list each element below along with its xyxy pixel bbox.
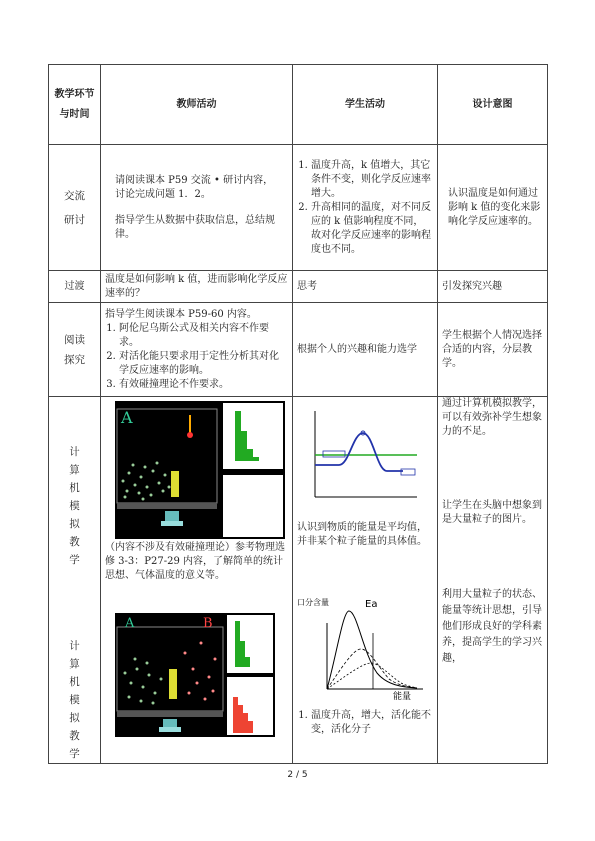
- page-number: 2 / 5: [287, 770, 308, 780]
- header-teacher: 教师活动: [101, 65, 293, 145]
- graph-y-label: 口分含量: [297, 598, 329, 607]
- teacher-exchange-p3: 指导学生从数据中获取信息，总结规律。: [115, 214, 275, 240]
- reaction-energy-diagram: [297, 405, 431, 509]
- teacher-sim-caption: （内容不涉及有效碰撞理论）参考物理选修 3-3：P27-29 内容，了解简单的统计思想、气体温度的意义等。: [105, 542, 285, 581]
- teacher-reading: [101, 303, 293, 397]
- simulation-screenshot-1: [115, 401, 288, 539]
- teacher-reading-item-2: 2. 对活化能只要求用于定性分析其对化学反应速率的影响。: [119, 350, 288, 378]
- teacher-reading-item-3: 3. 有效碰撞理论不作要求。: [119, 378, 288, 392]
- teacher-transition: 温度是如何影响 k 值，进而影响化学反应速率的？: [101, 271, 293, 303]
- teacher-exchange-p2: 讨论完成问题 1．2。: [115, 188, 211, 200]
- particle-simulation-1: [115, 401, 285, 539]
- student-transition: 思考: [293, 271, 438, 303]
- student-exchange: [293, 145, 438, 271]
- intent-reading: 学生根据个人情况选择合适的内容，分层教学。: [438, 303, 548, 397]
- stage-reading: 阅读探究: [49, 303, 101, 397]
- student-sim-text: 认识到物质的能量是平均值，并非某个粒子能量的具体值。: [297, 522, 427, 547]
- teacher-exchange-p1: 请阅读课本 P59 交流 • 研讨内容，: [115, 174, 274, 186]
- student-exchange-item-2: 2. 升高相同的温度，对不同反应的 k 值影响程度不同，故对化学反应速率的影响程度也不同。: [311, 201, 433, 257]
- intent-sim-b: 让学生在头脑中想象到是大量粒子的图片。: [442, 500, 542, 525]
- student-exchange-item-1: 1. 温度升高，k 值增大，其它条件不变，则化学反应速率增大。: [311, 159, 433, 201]
- sim1-label-a: A: [121, 408, 133, 427]
- intent-sim-a: 通过计算机模拟教学，可以有效弥补学生想象力的不足。: [442, 398, 542, 437]
- row-exchange: [49, 145, 548, 271]
- maxwell-distribution-diagram: [297, 593, 427, 701]
- intent-simulation: [438, 397, 548, 764]
- student-sim2-item-1: 1. 温度升高，增大，活化能不变，活化分子: [311, 709, 433, 737]
- particle-simulation-2: [115, 613, 275, 737]
- energy-distribution-graph: [297, 593, 433, 705]
- intent-sim2: 利用大量粒子的状态、能量等统计思想，引导他们形成良好的学科素养，提高学生的学习兴趣，: [442, 589, 542, 664]
- stage-exchange: 交流研讨: [49, 145, 101, 271]
- energy-profile-graph: [297, 405, 433, 515]
- intent-exchange: 认识温度是如何通过影响 k 值的变化来影响化学反应速率的。: [438, 145, 548, 271]
- teacher-exchange: [101, 145, 293, 271]
- stage-simulation: [49, 397, 101, 764]
- teacher-reading-item-1: 1. 阿伦尼乌斯公式及相关内容不作要求。: [119, 322, 288, 350]
- graph-ea-label: Ea: [365, 599, 378, 610]
- sim2-label-b: B: [203, 616, 213, 631]
- stage-transition: 过渡: [49, 271, 101, 303]
- student-reading: 根据个人的兴趣和能力选学: [293, 303, 438, 397]
- header-row: [49, 65, 548, 145]
- student-simulation: [293, 397, 438, 764]
- header-stage: 教学环节与时间: [49, 65, 101, 145]
- graph-x-label: 能量: [393, 692, 412, 701]
- stage-sim2: 计算机模拟教学: [69, 640, 80, 760]
- sim2-label-a: A: [125, 616, 135, 631]
- intent-transition: 引发探究兴趣: [438, 271, 548, 303]
- teacher-reading-p1: 指导学生阅读课本 P59-60 内容。: [105, 308, 257, 320]
- simulation-screenshot-2: [115, 613, 288, 737]
- teacher-simulation: [101, 397, 293, 764]
- row-transition: [49, 271, 548, 303]
- header-intent: 设计意图: [438, 65, 548, 145]
- lesson-plan-table: [48, 64, 548, 764]
- row-reading: [49, 303, 548, 397]
- stage-sim1: 计算机模拟教学: [69, 446, 80, 566]
- row-simulation: [49, 397, 548, 764]
- header-student: 学生活动: [293, 65, 438, 145]
